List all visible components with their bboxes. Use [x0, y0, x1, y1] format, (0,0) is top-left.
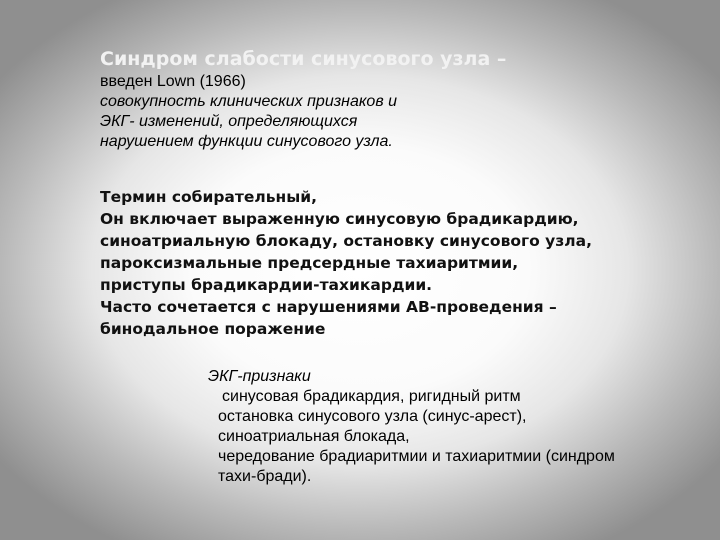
ecg-signs-block	[208, 367, 615, 487]
description-line-2: Он включает выраженную синусовую брадикардию,	[100, 210, 579, 228]
ecg-signs-header: ЭКГ-признаки	[208, 368, 311, 385]
description-line-4: пароксизмальные предсердные тахиаритмии,	[100, 254, 519, 272]
ecg-sign-item: тахи-бради).	[218, 468, 312, 485]
description-line-3: синоатриальную блокаду, остановку синусового узла,	[100, 232, 592, 250]
definition-line-3: нарушением функции синусового узла.	[100, 133, 393, 150]
ecg-sign-item: синоатриальная блокада,	[218, 428, 410, 445]
description-block	[100, 186, 592, 340]
definition-line-1: совокупность клинических признаков и	[100, 93, 398, 110]
definition-line-2: ЭКГ- изменений, определяющихся	[100, 113, 358, 130]
definition-intro: введен Lown (1966)	[100, 73, 246, 90]
description-line-7: бинодальное поражение	[100, 320, 326, 338]
definition-block	[100, 72, 397, 152]
description-line-1: Термин собирательный,	[100, 188, 318, 206]
ecg-sign-item: остановка синусового узла (синус-арест),	[218, 408, 527, 425]
slide-title: Синдром слабости синусового узла –	[100, 48, 507, 70]
ecg-sign-item: синусовая брадикардия, ригидный ритм	[222, 388, 521, 405]
description-line-6: Часто сочетается с нарушениями АВ-проведения –	[100, 298, 557, 316]
ecg-sign-item: чередование брадиаритмии и тахиаритмии (синдром	[218, 448, 615, 465]
description-line-5: приступы брадикардии-тахикардии.	[100, 276, 433, 294]
